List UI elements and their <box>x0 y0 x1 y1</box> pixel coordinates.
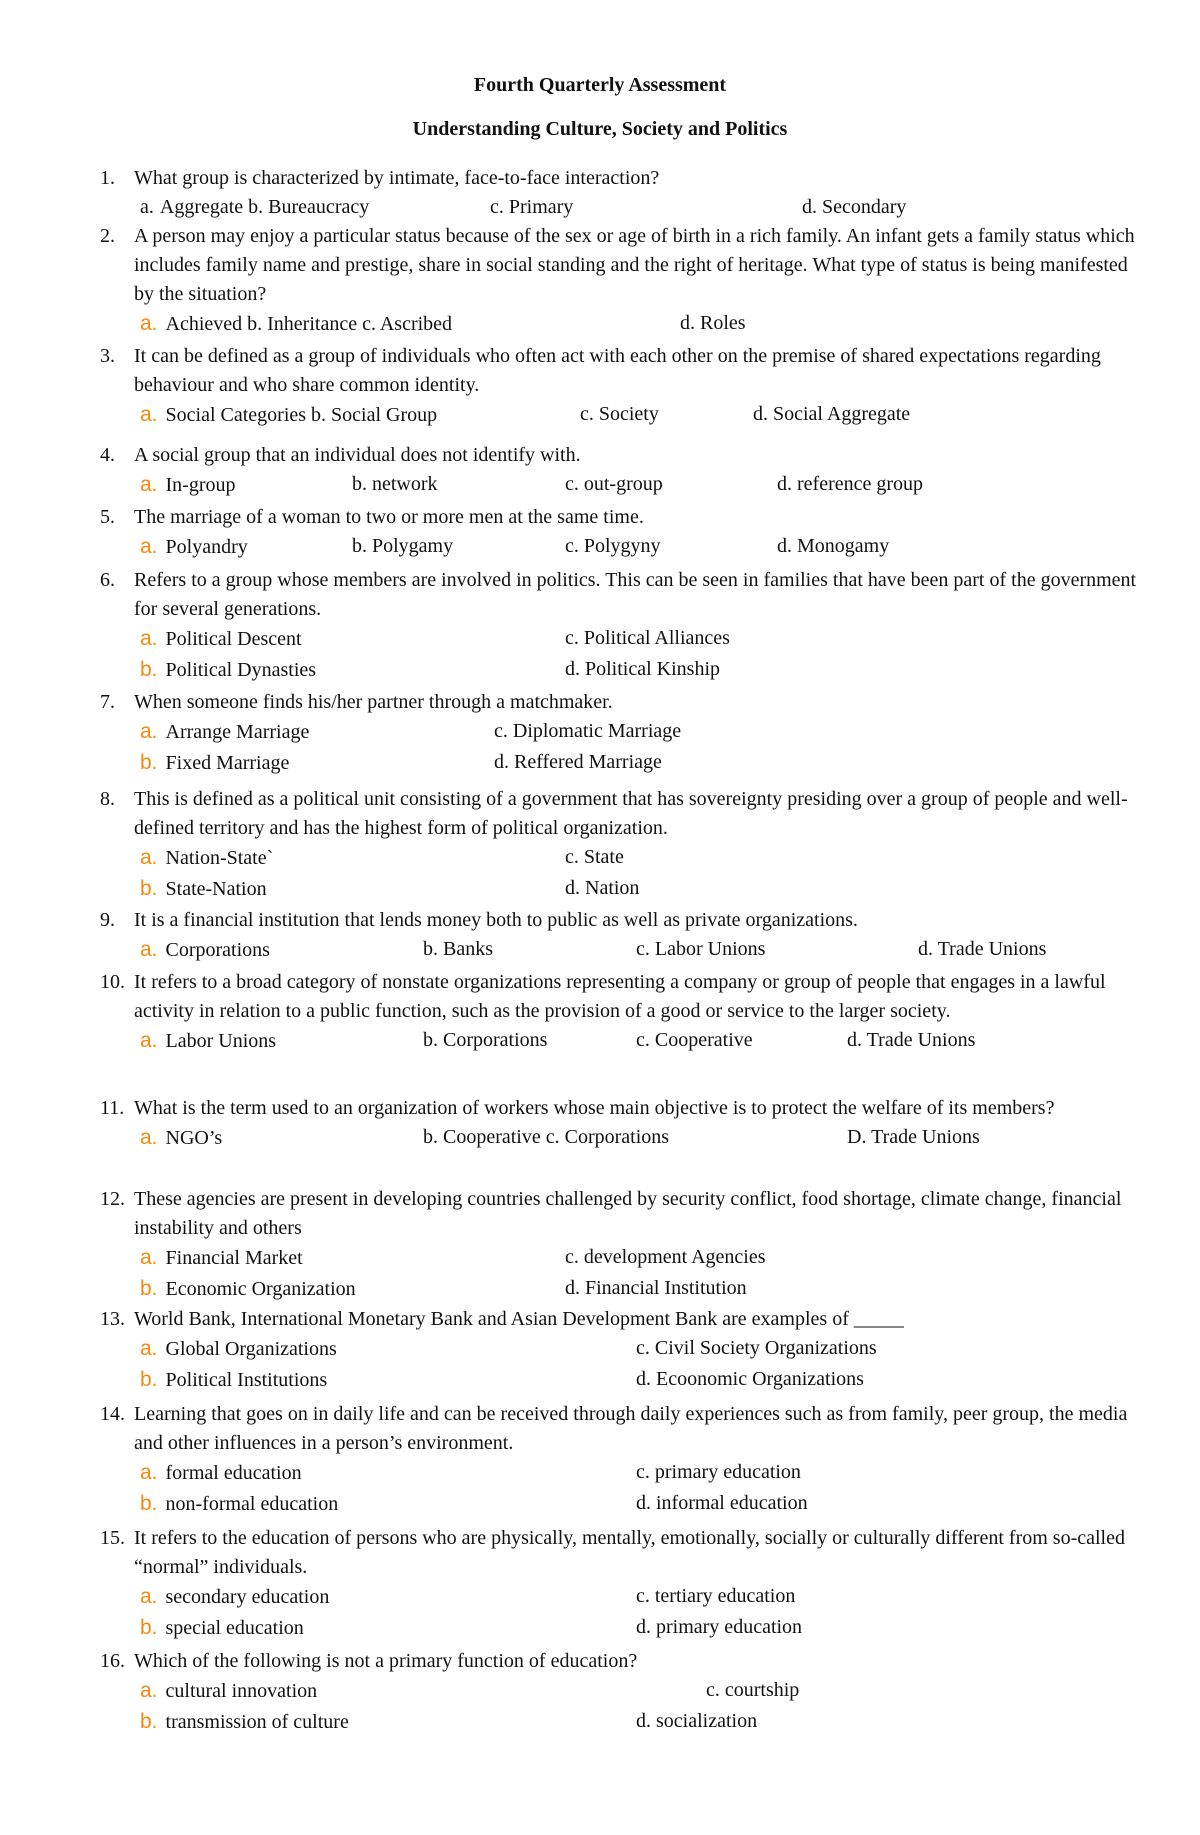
option-letter: a. <box>140 403 158 426</box>
question-stem: It can be defined as a group of individuals who often act with each other on the premise of shared expectations regarding behaviour and who share common identity. <box>134 345 1101 396</box>
option-text: d. Trade Unions <box>847 1029 976 1051</box>
question-item <box>100 906 1140 966</box>
answer-options-row <box>140 1274 1140 1305</box>
question-stem: What group is characterized by intimate, face-to-face interaction? <box>134 167 660 189</box>
option-text: d. socialization <box>636 1710 758 1732</box>
question-number: 15. <box>100 1527 125 1549</box>
answer-option <box>565 470 663 499</box>
option-text: d. Roles <box>680 312 746 334</box>
question-number: 11. <box>100 1097 125 1119</box>
answer-option <box>140 470 236 500</box>
answer-option <box>636 1458 801 1487</box>
option-text: c. Diplomatic Marriage <box>494 720 682 742</box>
option-text: c. primary education <box>636 1461 801 1483</box>
option-text: d. Monogamy <box>777 535 890 557</box>
answer-option <box>140 309 452 339</box>
option-text: cultural innovation <box>165 1680 318 1702</box>
answer-option <box>565 532 661 561</box>
option-text: Nation-State` <box>165 847 274 869</box>
option-text: Fixed Marriage <box>165 752 290 774</box>
answer-options-row <box>140 1123 1140 1154</box>
answer-option <box>636 1582 795 1611</box>
option-text: Political Dynasties <box>165 659 317 681</box>
answer-option <box>140 532 248 562</box>
question-item <box>100 1647 1140 1738</box>
question-number: 1. <box>100 167 115 189</box>
option-letter: a. <box>140 846 158 869</box>
question-stem: It refers to the education of persons who are physically, mentally, emotionally, socially or culturally different from so-called “normal” individuals. <box>134 1527 1125 1578</box>
answer-option <box>753 400 910 429</box>
answer-option <box>706 1676 799 1705</box>
question-stem: These agencies are present in developing countries challenged by security conflict, food shortage, climate change, financial instability and others <box>134 1188 1122 1239</box>
answer-options-row <box>140 874 1140 905</box>
option-letter: a. <box>140 720 158 743</box>
question-item <box>100 1305 1140 1396</box>
answer-option <box>565 843 624 872</box>
question-stem: World Bank, International Monetary Bank and Asian Development Bank are examples of _____ <box>134 1308 904 1330</box>
answer-option <box>580 400 659 429</box>
question-stem: A person may enjoy a particular status because of the sex or age of birth in a rich family. An infant gets a family status which includes family name and prestige, share in social standing and the right of heritage. What type of status is being manifested by the situation? <box>134 225 1135 305</box>
question-number: 8. <box>100 788 115 810</box>
option-text: transmission of culture <box>165 1711 349 1733</box>
option-text: c. Civil Society Organizations <box>636 1337 877 1359</box>
answer-option <box>565 1243 766 1272</box>
option-text: c. Primary <box>490 196 574 218</box>
answer-option <box>352 532 453 561</box>
answer-option <box>636 1707 757 1736</box>
answer-option <box>140 717 309 747</box>
option-text: c. Political Alliances <box>565 627 730 649</box>
option-text: Polyandry <box>165 536 248 558</box>
answer-option <box>423 1026 547 1055</box>
option-letter: a. <box>140 1126 158 1149</box>
option-text: d. Ecoonomic Organizations <box>636 1368 864 1390</box>
option-letter: b. <box>140 877 158 900</box>
option-text: Economic Organization <box>165 1278 356 1300</box>
answer-option <box>140 193 369 222</box>
question-item <box>100 164 1140 224</box>
option-text: D. Trade Unions <box>847 1126 980 1148</box>
option-letter: a. <box>140 312 158 335</box>
answer-options-row <box>140 1613 1140 1644</box>
answer-option <box>636 1365 864 1394</box>
option-text: b. Corporations <box>423 1029 548 1051</box>
option-text: d. Financial Institution <box>565 1277 747 1299</box>
option-text: d. Political Kinship <box>565 658 720 680</box>
option-text: b. Polygamy <box>352 535 454 557</box>
question-number: 10. <box>100 971 125 993</box>
answer-options-row <box>140 1458 1140 1489</box>
answer-option <box>565 624 730 653</box>
question-stem: A social group that an individual does not identify with. <box>134 444 581 466</box>
question-item <box>100 968 1140 1057</box>
answer-option <box>140 655 316 685</box>
option-text: Social Categories b. Social Group <box>165 404 438 426</box>
answer-option <box>802 193 906 222</box>
answer-options-row <box>140 843 1140 874</box>
question-stem: Learning that goes on in daily life and can be received through daily experiences such as from family, peer group, the media and other influences in a person’s environment. <box>134 1403 1128 1454</box>
question-number: 6. <box>100 569 115 591</box>
option-text: c. development Agencies <box>565 1246 766 1268</box>
question-number: 2. <box>100 225 115 247</box>
answer-options-row <box>140 1365 1140 1396</box>
question-item <box>100 785 1140 905</box>
answer-options-row <box>140 1707 1140 1738</box>
option-letter: a. <box>140 1679 158 1702</box>
option-text: Arrange Marriage <box>165 721 310 743</box>
answer-option <box>140 1334 337 1364</box>
answer-option <box>777 532 889 561</box>
option-text: special education <box>165 1617 304 1639</box>
question-item <box>100 441 1140 501</box>
option-text: Aggregate b. Bureaucracy <box>159 196 370 218</box>
answer-options-row <box>140 1582 1140 1613</box>
answer-options-row <box>140 1026 1140 1057</box>
option-text: b. Cooperative c. Corporations <box>423 1126 670 1148</box>
option-text: Labor Unions <box>165 1030 277 1052</box>
option-letter: b. <box>140 1492 158 1515</box>
option-text: d. reference group <box>777 473 924 495</box>
answer-option <box>847 1123 980 1152</box>
option-text: b. Banks <box>423 938 493 960</box>
option-text: d. Trade Unions <box>918 938 1047 960</box>
answer-option <box>565 874 639 903</box>
answer-options-row <box>140 470 1140 501</box>
option-text: Financial Market <box>165 1247 303 1269</box>
answer-option <box>636 1489 808 1518</box>
answer-option <box>636 1334 877 1363</box>
option-letter: a. <box>140 1246 158 1269</box>
answer-option <box>847 1026 975 1055</box>
option-letter: a. <box>140 627 158 650</box>
answer-option <box>140 1676 317 1706</box>
option-letter: b. <box>140 1277 158 1300</box>
question-item <box>100 503 1140 563</box>
question-stem: It is a financial institution that lends money both to public as well as private organizations. <box>134 909 858 931</box>
option-text: c. courtship <box>706 1679 800 1701</box>
option-text: d. primary education <box>636 1616 803 1638</box>
answer-option <box>140 1582 329 1612</box>
answer-option <box>140 1365 327 1395</box>
option-text: c. tertiary education <box>636 1585 796 1607</box>
answer-option <box>140 1243 303 1273</box>
question-number: 5. <box>100 506 115 528</box>
option-letter: a. <box>140 938 158 961</box>
option-letter: b. <box>140 658 158 681</box>
option-letter: a. <box>140 196 154 218</box>
answer-options-row <box>140 655 1140 686</box>
answer-option <box>494 748 662 777</box>
question-number: 7. <box>100 691 115 713</box>
question-stem: What is the term used to an organization of workers whose main objective is to protect the welfare of its members? <box>134 1097 1055 1119</box>
answer-option <box>490 193 573 222</box>
option-text: d. Social Aggregate <box>753 403 911 425</box>
question-item <box>100 222 1140 340</box>
answer-option <box>140 1458 302 1488</box>
answer-option <box>140 1707 349 1737</box>
option-text: Political Descent <box>165 628 302 650</box>
answer-option <box>140 624 302 654</box>
option-text: d. Reffered Marriage <box>494 751 662 773</box>
answer-option <box>140 748 289 778</box>
answer-option <box>494 717 681 746</box>
option-letter: a. <box>140 1585 158 1608</box>
option-text: c. Polygyny <box>565 535 661 557</box>
question-stem: This is defined as a political unit consisting of a government that has sovereignty presiding over a group of people and well-defined territory and has the highest form of political organization. <box>134 788 1128 839</box>
answer-option <box>565 1274 747 1303</box>
option-text: secondary education <box>165 1586 330 1608</box>
answer-options-row <box>140 309 1140 340</box>
answer-options-row <box>140 624 1140 655</box>
question-item <box>100 1185 1140 1305</box>
option-text: d. informal education <box>636 1492 808 1514</box>
option-letter: b. <box>140 1616 158 1639</box>
option-text: Achieved b. Inheritance c. Ascribed <box>165 313 453 335</box>
question-stem: When someone finds his/her partner through a matchmaker. <box>134 691 613 713</box>
answer-options-row <box>140 717 1140 748</box>
question-stem: Which of the following is not a primary function of education? <box>134 1650 638 1672</box>
option-text: State-Nation <box>165 878 267 900</box>
question-number: 13. <box>100 1308 125 1330</box>
option-text: Corporations <box>165 939 270 961</box>
question-number: 9. <box>100 909 115 931</box>
option-text: In-group <box>165 474 236 496</box>
option-text: NGO’s <box>165 1127 223 1149</box>
question-stem: The marriage of a woman to two or more men at the same time. <box>134 506 644 528</box>
option-text: formal education <box>165 1462 302 1484</box>
option-text: c. Cooperative <box>636 1029 753 1051</box>
answer-option <box>140 1613 304 1643</box>
option-letter: a. <box>140 473 158 496</box>
option-text: c. Society <box>580 403 659 425</box>
answer-option <box>140 874 267 904</box>
answer-option <box>423 935 493 964</box>
option-letter: a. <box>140 535 158 558</box>
question-item <box>100 1524 1140 1644</box>
answer-option <box>140 1026 276 1056</box>
answer-option <box>140 1489 338 1519</box>
question-item <box>100 566 1140 686</box>
question-item <box>100 1094 1140 1154</box>
question-stem: It refers to a broad category of nonstate organizations representing a company or group of people that engages in a lawful activity in relation to a public function, such as the provision of a good or service to the larger society. <box>134 971 1106 1022</box>
answer-options-row <box>140 1676 1140 1707</box>
option-text: d. Nation <box>565 877 640 899</box>
answer-options-row <box>140 748 1140 779</box>
answer-option <box>918 935 1046 964</box>
answer-option <box>140 843 273 873</box>
question-number: 3. <box>100 345 115 367</box>
option-text: Global Organizations <box>165 1338 337 1360</box>
answer-option <box>680 309 746 338</box>
question-item <box>100 342 1140 431</box>
answer-options-row <box>140 1334 1140 1365</box>
answer-option <box>636 1613 802 1642</box>
page-title: Fourth Quarterly Assessment <box>473 74 727 96</box>
answer-options-row <box>140 532 1140 563</box>
answer-option <box>636 1026 753 1055</box>
option-letter: b. <box>140 751 158 774</box>
question-number: 4. <box>100 444 115 466</box>
option-text: non-formal education <box>165 1493 339 1515</box>
option-letter: b. <box>140 1710 158 1733</box>
option-text: d. Secondary <box>802 196 907 218</box>
question-stem: Refers to a group whose members are involved in politics. This can be seen in families that have been part of the government for several generations. <box>134 569 1137 620</box>
question-number: 14. <box>100 1403 125 1425</box>
answer-option <box>140 1123 222 1153</box>
question-number: 16. <box>100 1650 125 1672</box>
answer-option <box>636 935 765 964</box>
page-subtitle: Understanding Culture, Society and Politics <box>412 118 788 140</box>
answer-option <box>140 1274 356 1304</box>
option-text: Political Institutions <box>165 1369 328 1391</box>
answer-options-row <box>140 935 1140 966</box>
answer-options-row <box>140 193 1140 224</box>
answer-option <box>140 400 437 430</box>
question-number: 12. <box>100 1188 125 1210</box>
option-text: c. out-group <box>565 473 663 495</box>
option-text: b. network <box>352 473 438 495</box>
answer-options-row <box>140 1489 1140 1520</box>
option-text: c. State <box>565 846 624 868</box>
option-text: c. Labor Unions <box>636 938 766 960</box>
answer-option <box>140 935 270 965</box>
question-item <box>100 1400 1140 1520</box>
option-letter: b. <box>140 1368 158 1391</box>
question-item <box>100 688 1140 779</box>
option-letter: a. <box>140 1461 158 1484</box>
answer-options-row <box>140 400 1140 431</box>
answer-option <box>777 470 923 499</box>
option-letter: a. <box>140 1029 158 1052</box>
option-letter: a. <box>140 1337 158 1360</box>
answer-option <box>352 470 438 499</box>
answer-options-row <box>140 1243 1140 1274</box>
answer-option <box>423 1123 669 1152</box>
answer-option <box>565 655 720 684</box>
